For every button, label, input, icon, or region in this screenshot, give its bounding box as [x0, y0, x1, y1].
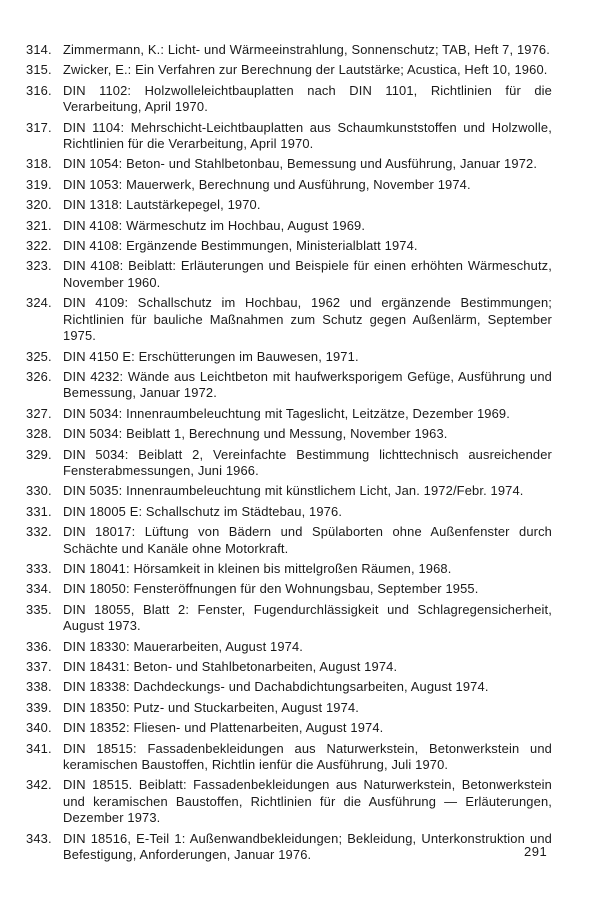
- reference-number: 338.: [26, 679, 52, 695]
- reference-text: DIN 1054: Beton- und Stahlbetonbau, Bemessung und Ausführung, Januar 1972.: [63, 156, 538, 172]
- reference-item: [26, 295, 552, 344]
- reference-text: DIN 18352: Fliesen- und Plattenarbeiten, August 1974.: [63, 720, 384, 736]
- reference-number: 339.: [26, 699, 52, 715]
- reference-number: 335.: [26, 601, 52, 617]
- reference-item: [26, 504, 552, 520]
- reference-number: 328.: [26, 426, 52, 442]
- reference-text: DIN 5035: Innenraumbeleuchtung mit künstlichem Licht, Jan. 1972/Febr. 1974.: [63, 483, 524, 499]
- reference-text: DIN 5034: Innenraumbeleuchtung mit Tageslicht, Leitzätze, Dezember 1969.: [63, 405, 510, 421]
- reference-number: 329.: [26, 446, 52, 462]
- reference-number: 324.: [26, 295, 52, 311]
- reference-text: DIN 4108: Wärmeschutz im Hochbau, August 1969.: [63, 217, 366, 233]
- reference-text: Zimmermann, K.: Licht- und Wärmeeinstrahlung, Sonnenschutz; TAB, Heft 7, 1976.: [63, 42, 550, 57]
- reference-number: 342.: [26, 777, 52, 793]
- reference-number: 321.: [26, 217, 52, 233]
- page-number: 291: [524, 844, 548, 859]
- reference-item: [26, 258, 552, 291]
- reference-item: [26, 777, 552, 826]
- reference-number: 336.: [26, 638, 52, 654]
- reference-number: 319.: [26, 176, 52, 192]
- reference-item: [26, 426, 552, 442]
- reference-item: [26, 741, 552, 774]
- reference-text: DIN 4108: Beiblatt: Erläuterungen und Beispiele für einen erhöhten Wärmeschutz, November 1960.: [63, 258, 552, 290]
- reference-item: [26, 561, 552, 577]
- reference-item: [26, 238, 552, 254]
- reference-text: DIN 1102: Holzwolleleichtbauplatten nach DIN 1101, Richtlinien für die Verarbeitung, April 1970.: [63, 82, 552, 115]
- reference-text: DIN 18041: Hörsamkeit in kleinen bis mittelgroßen Räumen, 1968.: [63, 560, 452, 576]
- reference-number: 341.: [26, 740, 52, 756]
- reference-item: [26, 83, 552, 116]
- reference-text: DIN 4150 E: Erschütterungen im Bauwesen, 1971.: [63, 348, 359, 364]
- reference-number: 327.: [26, 405, 52, 421]
- reference-item: [26, 720, 552, 736]
- reference-item: [26, 639, 552, 655]
- reference-item: [26, 218, 552, 234]
- reference-number: 333.: [26, 560, 52, 576]
- reference-number: 314.: [26, 42, 52, 57]
- reference-number: 325.: [26, 348, 52, 364]
- reference-text: DIN 18338: Dachdeckungs- und Dachabdichtungsarbeiten, August 1974.: [63, 679, 489, 695]
- reference-number: 323.: [26, 258, 52, 274]
- reference-text: DIN 5034: Beiblatt 2, Vereinfachte Bestimmung lichttechnisch ausreichender Fensterabmessungen, Juni 1966.: [63, 446, 552, 478]
- reference-text: DIN 5034: Beiblatt 1, Berechnung und Messung, November 1963.: [63, 426, 448, 442]
- reference-number: 316.: [26, 82, 52, 98]
- reference-item: [26, 831, 552, 864]
- reference-text: DIN 1318: Lautstärkepegel, 1970.: [63, 197, 261, 213]
- reference-number: 322.: [26, 238, 52, 254]
- reference-number: 318.: [26, 156, 52, 172]
- reference-text: DIN 4109: Schallschutz im Hochbau, 1962 und ergänzende Bestimmungen; Richtlinien für bauliche Maßnahmen zum Schutz gegen Außenlärm, September 1975.: [63, 295, 552, 344]
- reference-item: [26, 177, 552, 193]
- reference-item: [26, 679, 552, 695]
- reference-text: DIN 18515. Beiblatt: Fassadenbekleidungen aus Naturwerkstein, Betonwerkstein und keramischen Baustoffen, Richtlinien für die Ausführung — Erläuterungen, Dezember 1973.: [63, 777, 552, 826]
- reference-item: [26, 156, 552, 172]
- reference-item: [26, 659, 552, 675]
- reference-text: DIN 18350: Putz- und Stuckarbeiten, August 1974.: [63, 699, 359, 715]
- reference-text: DIN 18017: Lüftung von Bädern und Spülaborten ohne Außenfenster durch Schächte und Kanäle ohne Motorkraft.: [63, 524, 552, 556]
- reference-text: DIN 1104: Mehrschicht-Leichtbauplatten aus Schaumkunststoffen und Holzwolle, Richtlinien für die Verarbeitung, April 1970.: [63, 119, 552, 152]
- reference-item: [26, 349, 552, 365]
- reference-number: 317.: [26, 119, 52, 135]
- reference-item: [26, 406, 552, 422]
- reference-text: DIN 18005 E: Schallschutz im Städtebau, 1976.: [63, 503, 343, 519]
- reference-number: 337.: [26, 659, 52, 674]
- reference-number: 340.: [26, 720, 52, 736]
- reference-number: 343.: [26, 830, 52, 846]
- reference-number: 331.: [26, 503, 52, 519]
- reference-item: [26, 197, 552, 213]
- reference-number: 326.: [26, 368, 52, 384]
- reference-text: DIN 1053: Mauerwerk, Berechnung und Ausführung, November 1974.: [63, 176, 471, 192]
- reference-text: DIN 18330: Mauerarbeiten, August 1974.: [63, 638, 304, 654]
- reference-text: DIN 18050: Fensteröffnungen für den Wohnungsbau, September 1955.: [63, 581, 479, 597]
- reference-item: [26, 483, 552, 499]
- reference-number: 330.: [26, 483, 52, 499]
- reference-item: [26, 602, 552, 635]
- reference-item: [26, 369, 552, 402]
- reference-text: DIN 4232: Wände aus Leichtbeton mit haufwerksporigem Gefüge, Ausführung und Bemessung, Januar 1972.: [63, 368, 552, 401]
- reference-number: 320.: [26, 197, 52, 213]
- reference-item: [26, 581, 552, 597]
- reference-item: [26, 120, 552, 153]
- reference-item: [26, 524, 552, 557]
- reference-text: DIN 18516, E-Teil 1: Außenwandbekleidungen; Bekleidung, Unterkonstruktion und Befestigung, Anforderungen, Januar 1976.: [63, 830, 552, 863]
- reference-number: 315.: [26, 62, 52, 78]
- reference-item: [26, 700, 552, 716]
- reference-text: DIN 18515: Fassadenbekleidungen aus Naturwerkstein, Betonwerkstein und keramischen Baustoffen, Richtlin ienfür die Ausführung, Juli 1970.: [63, 740, 552, 773]
- reference-item: [26, 447, 552, 480]
- reference-text: DIN 4108: Ergänzende Bestimmungen, Ministerialblatt 1974.: [63, 238, 418, 254]
- reference-list: [26, 42, 552, 867]
- reference-item: [26, 62, 552, 78]
- reference-item: [26, 42, 552, 58]
- reference-text: DIN 18431: Beton- und Stahlbetonarbeiten, August 1974.: [63, 659, 398, 674]
- reference-text: DIN 18055, Blatt 2: Fenster, Fugendurchlässigkeit und Schlagregensicherheit, August 1973.: [63, 601, 552, 634]
- reference-text: Zwicker, E.: Ein Verfahren zur Berechnung der Lautstärke; Acustica, Heft 10, 1960.: [63, 62, 548, 78]
- reference-number: 332.: [26, 524, 52, 540]
- reference-number: 334.: [26, 581, 52, 597]
